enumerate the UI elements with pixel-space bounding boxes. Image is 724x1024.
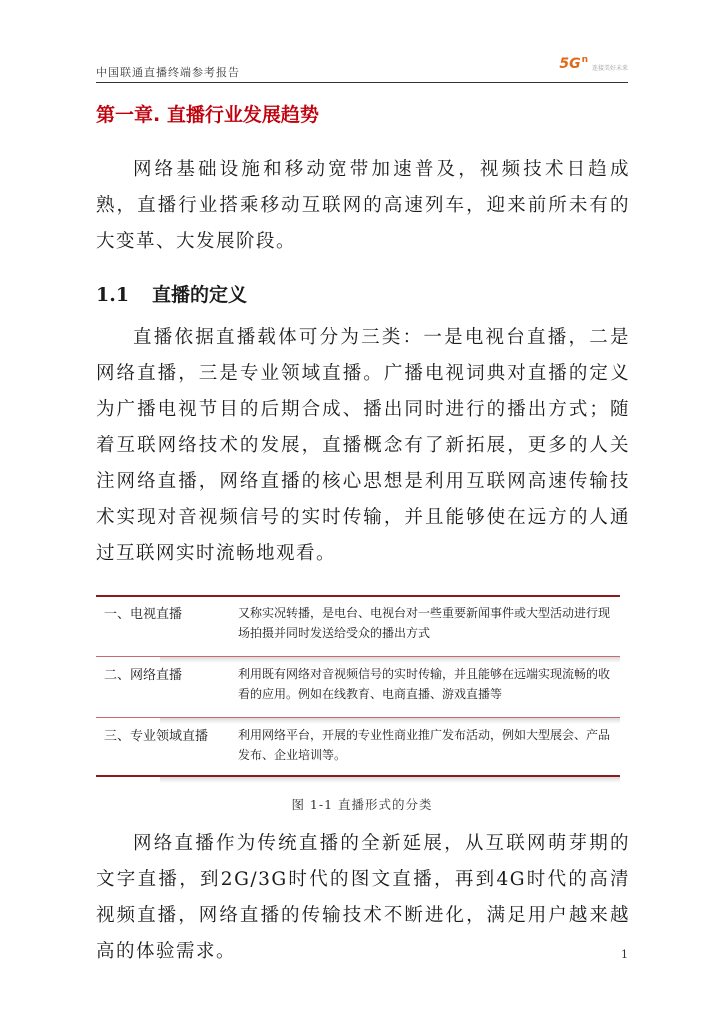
row-desc-professional: 利用网络平台，开展的专业性商业推广发布活动，例如大型展会、产品发布、企业培训等。	[238, 728, 611, 762]
intro-paragraph: 网络基础设施和移动宽带加速普及，视频技术日趋成熟，直播行业搭乘移动互联网的高速列车，迎来前所未有的大变革、大发展阶段。	[96, 159, 630, 252]
section-number: 1.1	[96, 284, 130, 306]
chapter-title: 第一章. 直播行业发展趋势	[96, 104, 319, 126]
page-header	[96, 56, 628, 83]
figure-caption: 图 1-1 直播形式的分类	[291, 797, 433, 812]
unicom-5g-logo	[559, 56, 628, 72]
table-row	[96, 717, 620, 778]
row-desc-network: 利用既有网络对音视频信号的实时传输，并且能够在远端实现流畅的收看的应用。例如在线教育、电商直播、游戏直播等	[238, 667, 611, 701]
bottom-shadow	[160, 777, 620, 783]
table-row	[96, 595, 620, 656]
logo-5g-text: 5G	[559, 56, 581, 72]
classification-figure	[96, 595, 620, 778]
page-number: 1	[621, 948, 628, 961]
logo-superscript: n	[581, 55, 588, 65]
header-title: 中国联通直播终端参考报告	[96, 66, 240, 79]
row-label-tv: 一、电视直播	[104, 607, 183, 622]
row-desc-tv: 又称实况转播，是电台、电视台对一些重要新闻事件或大型活动进行现场拍摄并同时发送给受众的播出方式	[238, 606, 611, 640]
section-heading	[96, 280, 247, 307]
evolution-paragraph: 网络直播作为传统直播的全新延展，从互联网萌芽期的文字直播，到2G/3G时代的图文直播，再到4G时代的高清视频直播，网络直播的传输技术不断进化，满足用户越来越高的体验需求。	[96, 833, 630, 962]
row-label-network: 二、网络直播	[104, 668, 183, 683]
logo-slogan: 连接美好未来	[591, 65, 628, 72]
table-row	[96, 656, 620, 717]
section-title: 直播的定义	[152, 284, 248, 306]
row-label-professional: 三、专业领域直播	[104, 729, 209, 744]
definition-paragraph: 直播依据直播载体可分为三类：一是电视台直播，二是网络直播，三是专业领域直播。广播电视词典对直播的定义为广播电视节目的后期合成、播出同时进行的播出方式；随着互联网络技术的发展，直播概念有了新拓展，更多的人关注网络直播，网络直播的核心思想是利用互联网高速传输技术实现对音视频信号的实时传输，并且能够使在远方的人通过互联网实时流畅地观看。	[96, 327, 630, 564]
